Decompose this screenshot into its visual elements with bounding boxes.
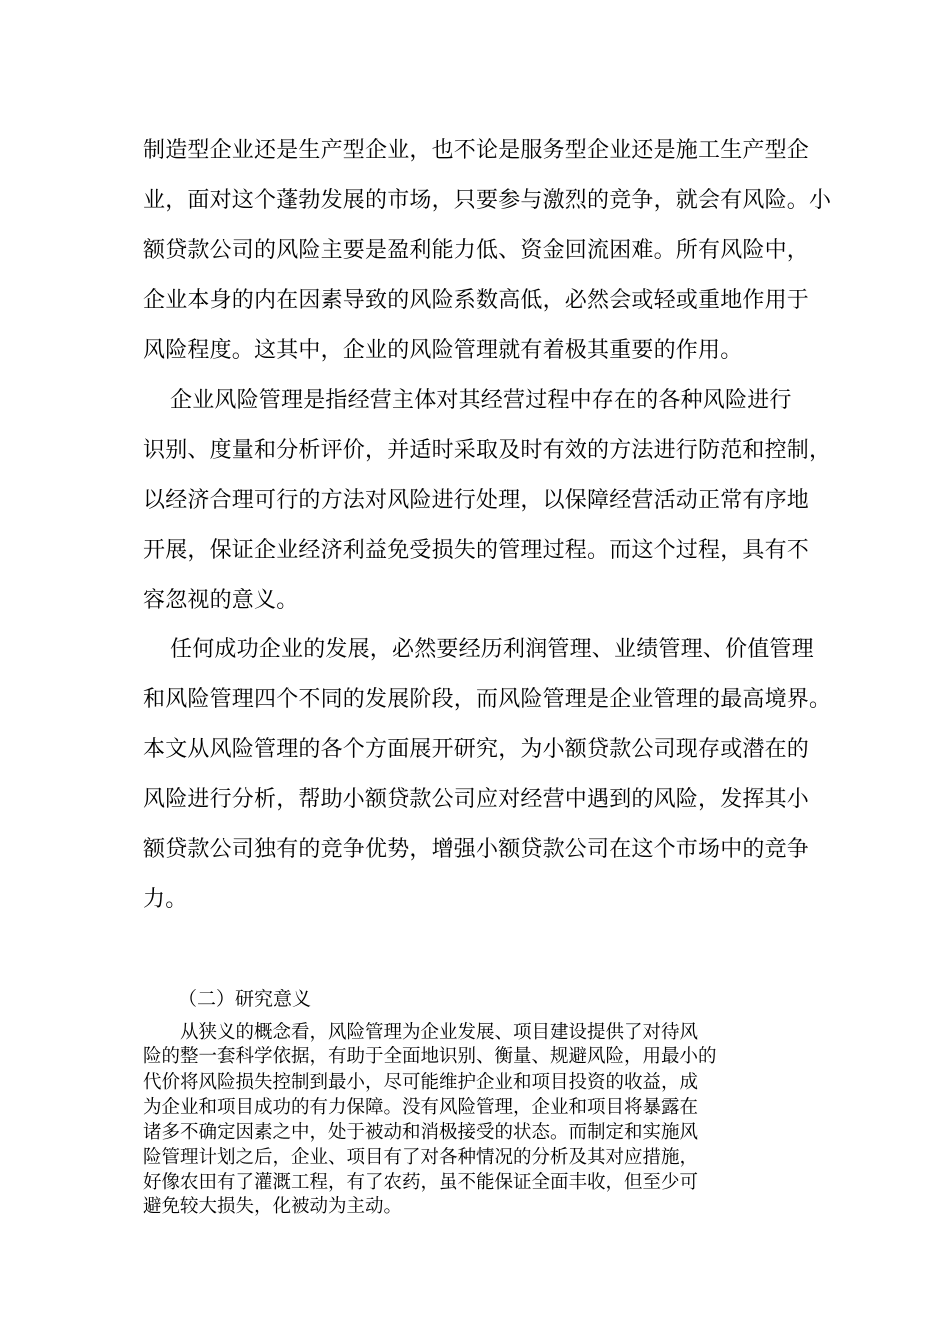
body-line: 风险程度。这其中，企业的风险管理就有着极其重要的作用。 xyxy=(143,338,743,363)
body-line: 企业本身的内在因素导致的风险系数高低，必然会或轻或重地作用于 xyxy=(143,288,810,313)
body-line: 业，面对这个蓬勃发展的市场，只要参与激烈的竞争，就会有风险。小 xyxy=(143,188,832,213)
section-heading: （二）研究意义 xyxy=(178,988,312,1010)
body-line: 以经济合理可行的方法对风险进行处理，以保障经营活动正常有序地 xyxy=(143,488,810,513)
body-line: 容忽视的意义。 xyxy=(143,588,299,613)
section-line: 为企业和项目成功的有力保障。没有风险管理，企业和项目将暴露在 xyxy=(143,1097,699,1118)
section-line: 诸多不确定因素之中，处于被动和消极接受的状态。而制定和实施风 xyxy=(143,1122,699,1143)
body-line: 额贷款公司的风险主要是盈利能力低、资金回流困难。所有风险中， xyxy=(143,238,810,263)
body-line: 识别、度量和分析评价，并适时采取及时有效的方法进行防范和控制， xyxy=(143,438,832,463)
body-line: 和风险管理四个不同的发展阶段，而风险管理是企业管理的最高境界。 xyxy=(143,687,832,712)
section-line: 险管理计划之后，企业、项目有了对各种情况的分析及其对应措施， xyxy=(143,1147,699,1168)
section-line: 避免较大损失，化被动为主动。 xyxy=(143,1196,403,1217)
section-line: 好像农田有了灌溉工程，有了农药，虽不能保证全面丰收，但至少可 xyxy=(143,1172,699,1193)
body-line: 额贷款公司独有的竞争优势，增强小额贷款公司在这个市场中的竞争 xyxy=(143,837,810,862)
section-line: 代价将风险损失控制到最小，尽可能维护企业和项目投资的收益，成 xyxy=(143,1072,699,1093)
body-line: 开展，保证企业经济利益免受损失的管理过程。而这个过程，具有不 xyxy=(143,538,810,563)
body-line: 本文从风险管理的各个方面展开研究，为小额贷款公司现存或潜在的 xyxy=(143,737,810,762)
body-line: 企业风险管理是指经营主体对其经营过程中存在的各种风险进行 xyxy=(170,388,792,413)
section-line: 从狭义的概念看，风险管理为企业发展、项目建设提供了对待风 xyxy=(180,1022,699,1043)
body-line: 制造型企业还是生产型企业，也不论是服务型企业还是施工生产型企 xyxy=(143,138,810,163)
body-line: 任何成功企业的发展，必然要经历利润管理、业绩管理、价值管理 xyxy=(170,637,814,662)
section-line: 险的整一套科学依据，有助于全面地识别、衡量、规避风险，用最小的 xyxy=(143,1046,717,1067)
body-line: 力。 xyxy=(143,887,188,912)
body-line: 风险进行分析，帮助小额贷款公司应对经营中遇到的风险，发挥其小 xyxy=(143,787,810,812)
